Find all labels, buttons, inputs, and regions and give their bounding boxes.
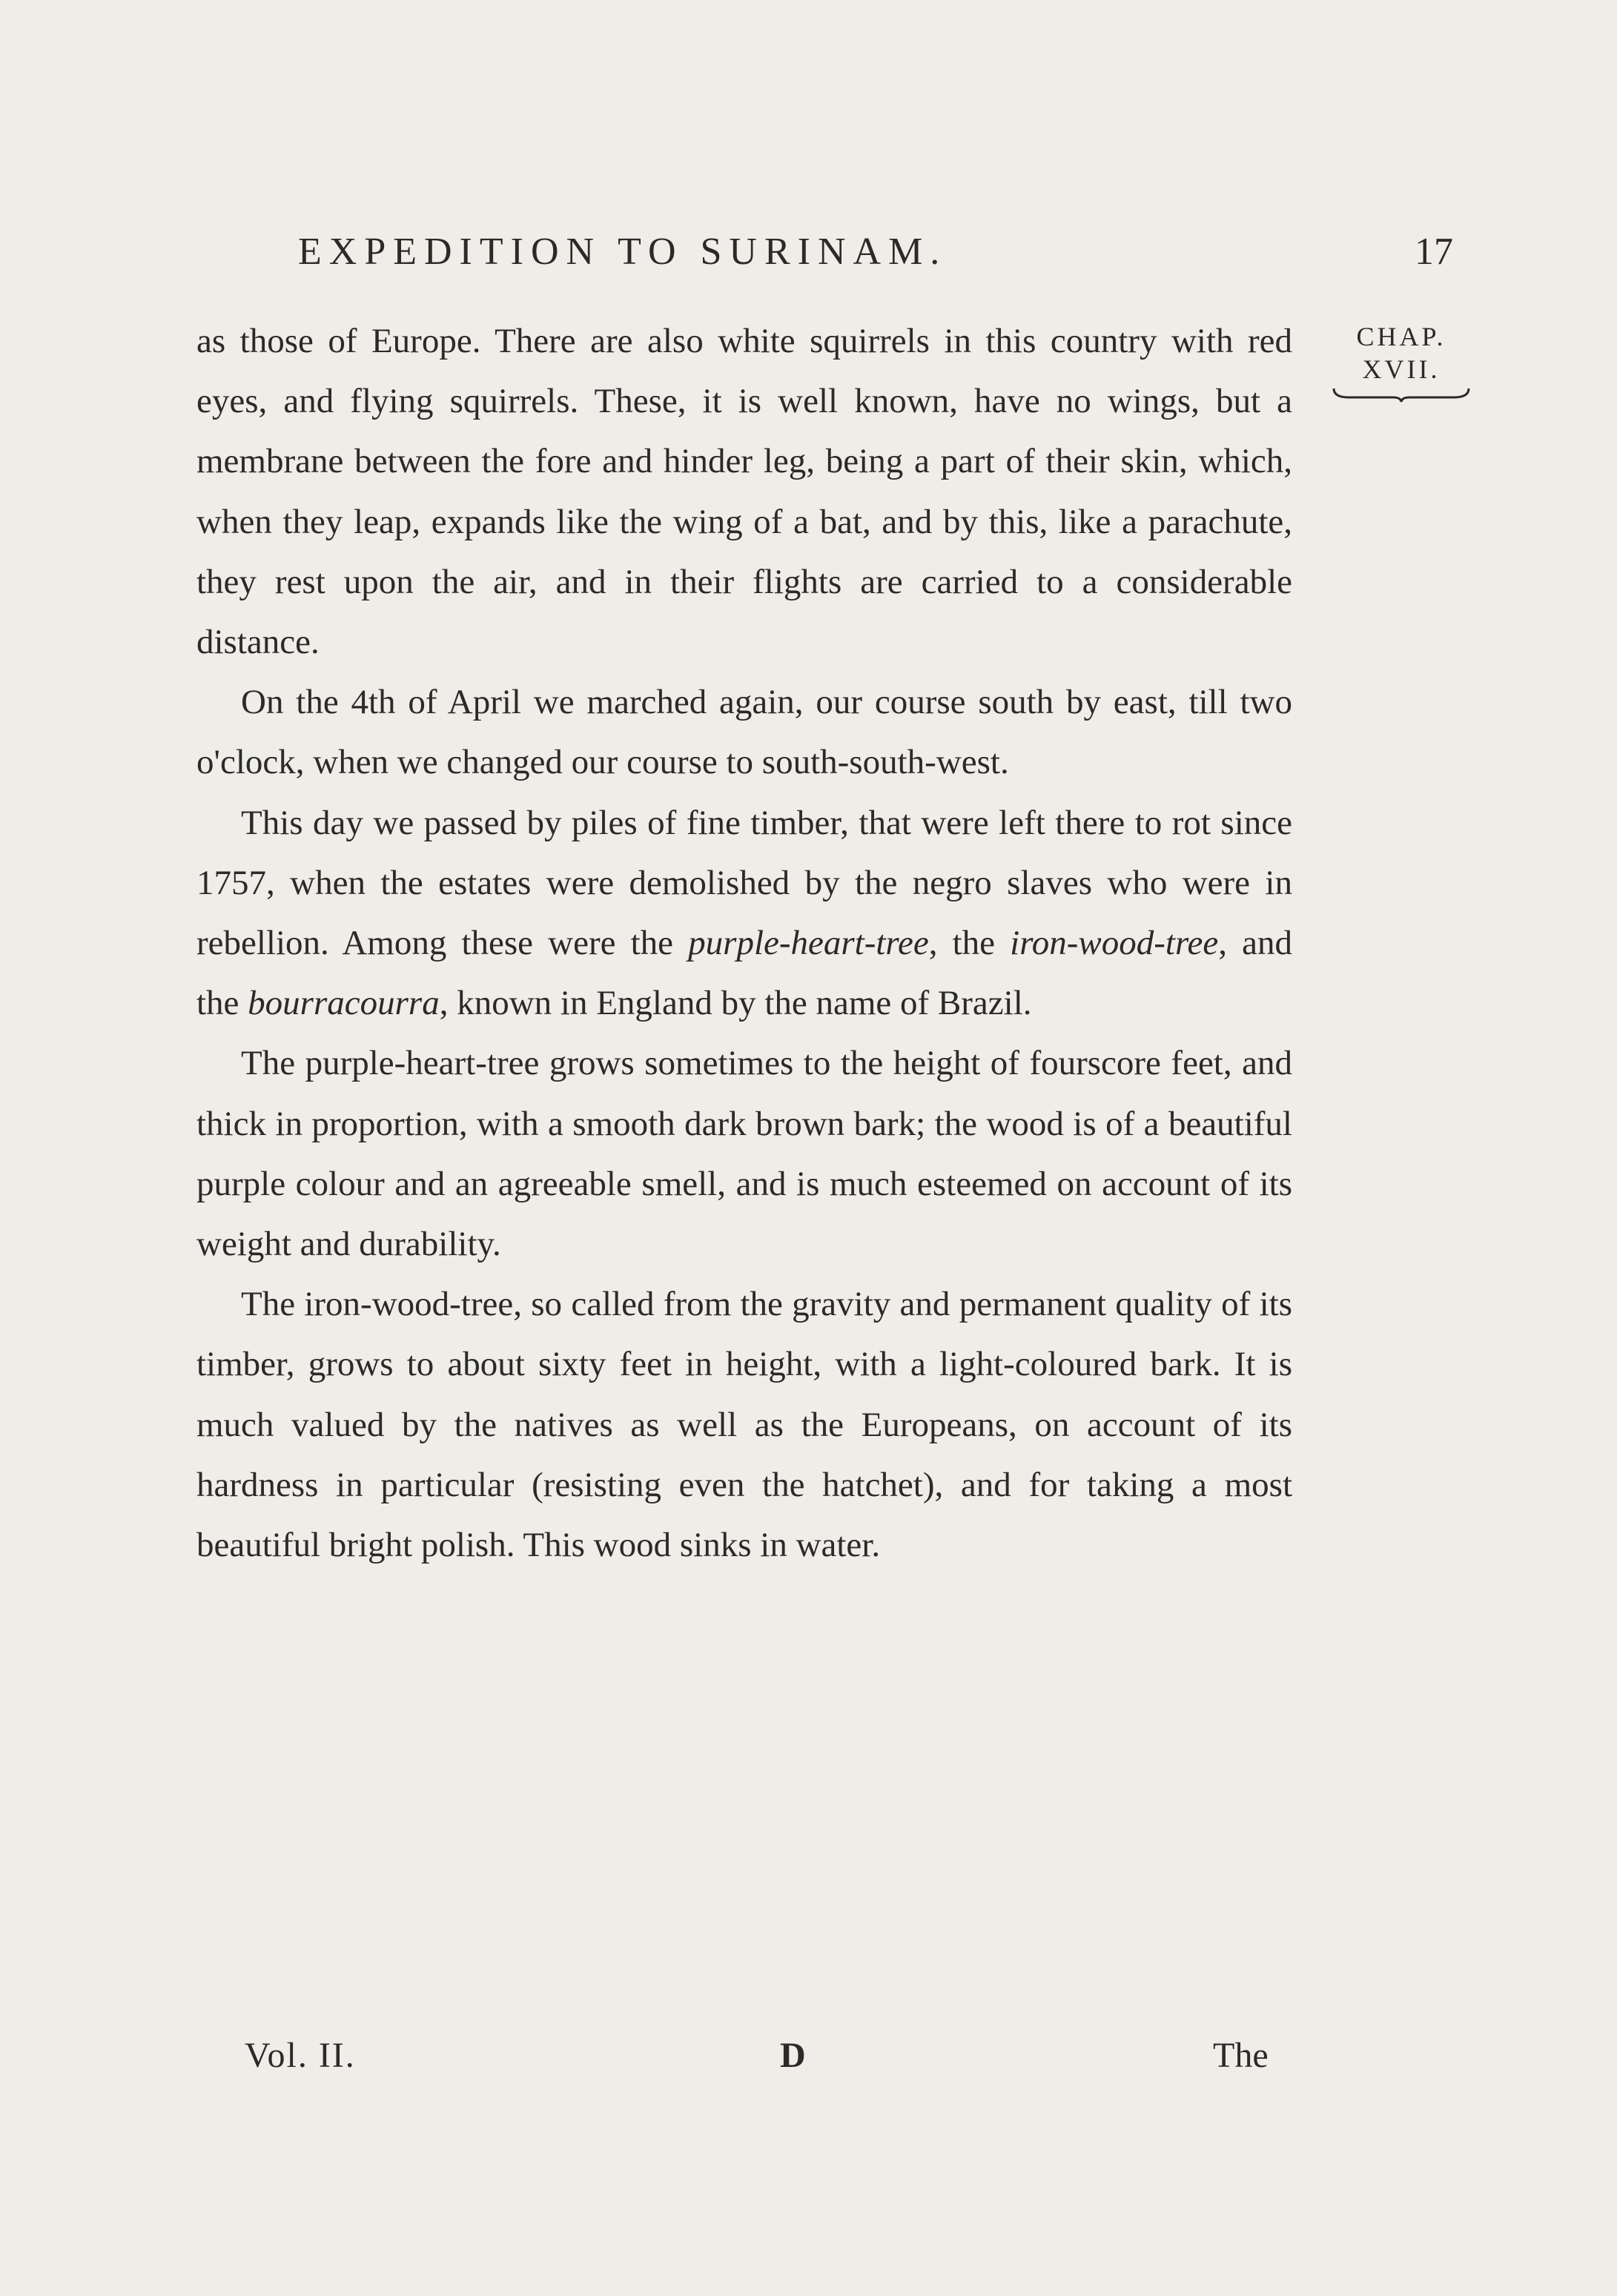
paragraph-text: , the [928,924,1011,963]
paragraph-text: The purple-heart-tree grows sometimes to the height of fourscore feet, and thick in proportion, with a smooth dark brown bark; the wood is of a beautiful purple colour and an agreeable smell, and is much esteemed on account of its weight and durability. [196,1044,1292,1264]
paragraph [196,1274,1292,1575]
catchword: The [1213,2036,1269,2075]
italic-term: purple-heart-tree [688,924,929,963]
chapter-label: CHAP. [1356,322,1446,351]
page-number: 17 [1415,231,1453,273]
volume-label: Vol. II. [245,2036,356,2075]
paragraph [196,793,1292,1034]
italic-term: iron-wood-tree [1010,924,1219,963]
signature-mark: D [780,2036,806,2075]
paragraph-text: The iron-wood-tree, so called from the gravity and permanent quality of its timber, grows to about sixty feet in height, with a light-coloured bark. It is much valued by the natives as well as the Europeans, on account of its hardness in particular (resisting even the hatchet), and for taking a most beautiful bright polish. This wood sinks in water. [196,1285,1292,1565]
paragraph-text: as those of Europe. There are also white squirrels in this country with red eyes, and flying squirrels. These, it is well known, have no wings, but a membrane between the fore and hinder leg, being a part of their skin, which, when they leap, expands like the wing of a bat, and by this, like a parachute, they rest upon the air, and in their flights are carried to a considerable distance. [196,322,1292,662]
paragraph-text: This day we passed by piles of fine timber, that were left there to rot since 1757, when the estates were demolished by the negro slaves who were in rebellion. Among these were the [196,803,1292,963]
paragraph [196,311,1292,672]
page-footer [0,2035,1617,2087]
running-title: EXPEDITION TO SURINAM. [298,231,948,273]
italic-term: bourracourra [248,984,440,1023]
brace-ornament-icon [1331,386,1472,403]
chapter-margin-note [1327,320,1475,403]
paragraph-text: , and the [196,924,1292,1023]
paragraph-text: On the 4th of April we marched again, our course south by east, till two o'clock, when we changed our course to south-south-west. [196,683,1292,782]
paragraph [196,672,1292,793]
paragraph [196,1033,1292,1274]
body-text [196,311,1292,1575]
paragraph-text: , known in England by the name of Brazil. [439,984,1032,1023]
chapter-number: XVII. [1362,354,1441,384]
